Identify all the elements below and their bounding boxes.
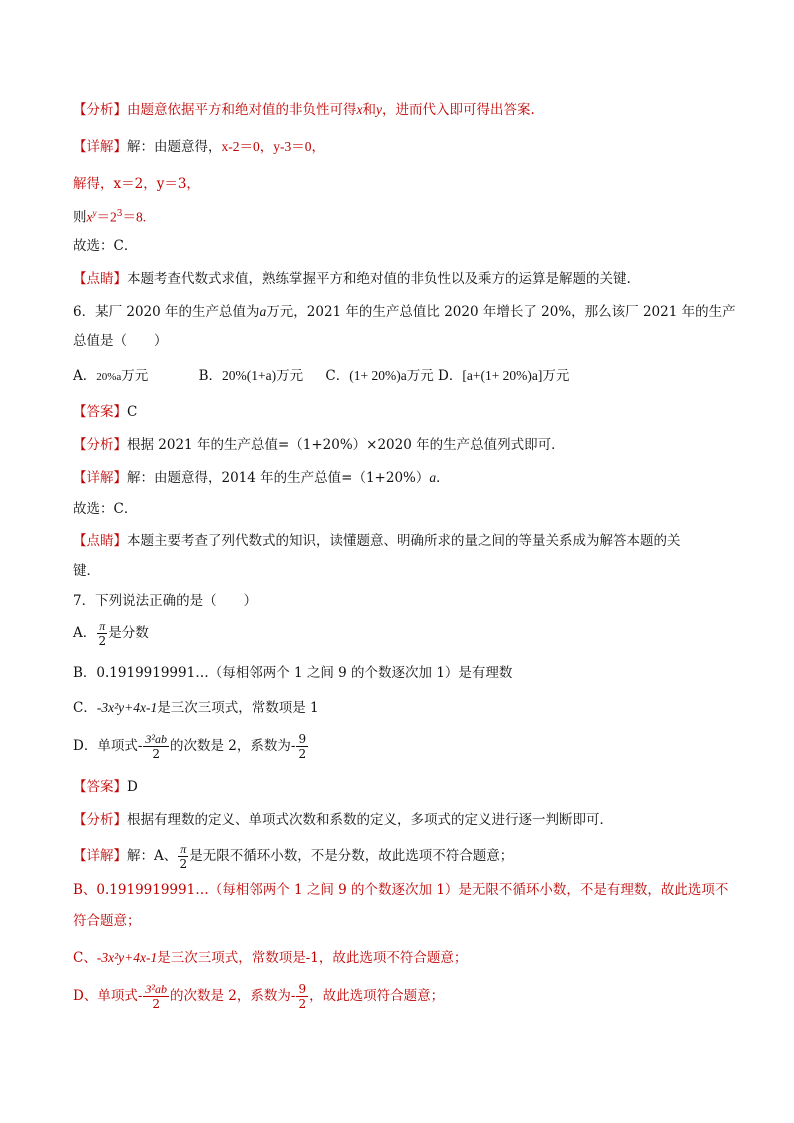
q7-stem: 7．下列说法正确的是（ ） (73, 593, 258, 609)
q6-comment-line1: 【点睛】本题主要考查了列代数式的知识，读懂题意、明确所求的量之间的等量关系成为解答本题的关 (73, 533, 681, 549)
q6-stem-line1: 6．某厂 2020 年的生产总值为a万元，2021 年的生产总值比 2020 年增长了 20%，那么该厂 2021 年的生产 (73, 304, 736, 320)
q6-choose: 故选：C． (73, 501, 138, 517)
q7-detail-b-line2: 符合题意； (73, 913, 141, 929)
q7-option-d: D．单项式- $\frac{\text{3²ab}}{2}$ 的次数是 2，系数为- $\frac{9}{2}$ (73, 732, 307, 761)
detail-tag: 【详解】 (73, 470, 127, 486)
analysis-tag: 【分析】 (73, 102, 127, 118)
fraction: $\frac{9}{2}$ (298, 732, 307, 761)
q6-option-b: B．20%(1+a)万元 (198, 368, 304, 384)
fraction: $\frac{\pi}{2}$ (179, 842, 188, 871)
q5-detail: 【详解】解：由题意得，x-2＝0，y-3＝0， (73, 139, 325, 155)
q5-analysis: 【分析】由题意依据平方和绝对值的非负性可得x和y，进而代入即可得出答案. (73, 102, 535, 118)
q7-detail-a: 【详解】解：A、 $\frac{\pi}{2}$ 是无限不循环小数，不是分数，故此选项不符合题意； (73, 842, 514, 871)
q6-detail: 【详解】解：由题意得，2014 年的生产总值=（1+20%）a． (73, 470, 450, 486)
analysis-tag: 【分析】 (73, 437, 127, 453)
q7-analysis: 【分析】根据有理数的定义、单项式次数和系数的定义，多项式的定义进行逐一判断即可． (73, 812, 613, 828)
q7-detail-b-line1: B、0.1919919991…（每相邻两个 1 之间 9 的个数逐次加 1）是无限不循环小数，不是有理数，故此选项不 (73, 882, 729, 898)
q7-option-b: B．0.1919919991…（每相邻两个 1 之间 9 的个数逐次加 1）是有理数 (73, 665, 513, 681)
q6-options (73, 366, 569, 387)
q7-detail-d: D、单项式- $\frac{\text{3²ab}}{2}$ 的次数是 2，系数为- $\frac{9}{2}$ ，故此选项符合题意； (73, 982, 445, 1011)
q6-option-a: A．20%a万元 (73, 368, 149, 384)
comment-tag: 【点睛】 (73, 271, 127, 287)
q6-option-c: C．(1+ 20%)a万元 (325, 368, 434, 384)
q5-solve: 解得，x＝2，y＝3， (73, 176, 200, 192)
fraction: $\frac{\text{3²ab}}{2}$ (145, 982, 167, 1011)
analysis-tag: 【分析】 (73, 812, 127, 828)
fraction: $\frac{\text{3²ab}}{2}$ (145, 732, 167, 761)
comment-tag: 【点睛】 (73, 533, 127, 549)
q5-then: 则$x^y=2^3=8$. (73, 208, 147, 226)
q5-choose: 故选：C． (73, 238, 138, 254)
fraction: $\frac{9}{2}$ (298, 982, 307, 1011)
q6-analysis: 【分析】根据 2021 年的生产总值=（1+20%）×2020 年的生产总值列式即可． (73, 437, 565, 453)
q7-answer: 【答案】D (73, 779, 138, 795)
detail-tag: 【详解】 (73, 848, 127, 864)
q7-option-a: A． $\frac{\pi}{2}$ 是分数 (73, 619, 149, 648)
q6-comment-line2: 键． (73, 563, 100, 579)
q6-answer: 【答案】C (73, 404, 138, 420)
q6-option-d: D．[a+(1+ 20%)a]万元 (438, 368, 570, 384)
answer-tag: 【答案】 (73, 779, 127, 795)
answer-tag: 【答案】 (73, 404, 127, 420)
fraction: $\frac{\pi}{2}$ (98, 619, 107, 648)
q7-option-c: C．-3x²y+4x-1是三次三项式，常数项是 1 (73, 700, 319, 716)
q7-detail-c: C、-3x²y+4x-1是三次三项式，常数项是-1，故此选项不符合题意； (73, 950, 468, 966)
q5-comment: 【点睛】本题考查代数式求值，熟练掌握平方和绝对值的非负性以及乘方的运算是解题的关键. (73, 271, 631, 287)
q6-stem-line2: 总值是（ ） (73, 333, 168, 349)
detail-tag: 【详解】 (73, 139, 127, 155)
